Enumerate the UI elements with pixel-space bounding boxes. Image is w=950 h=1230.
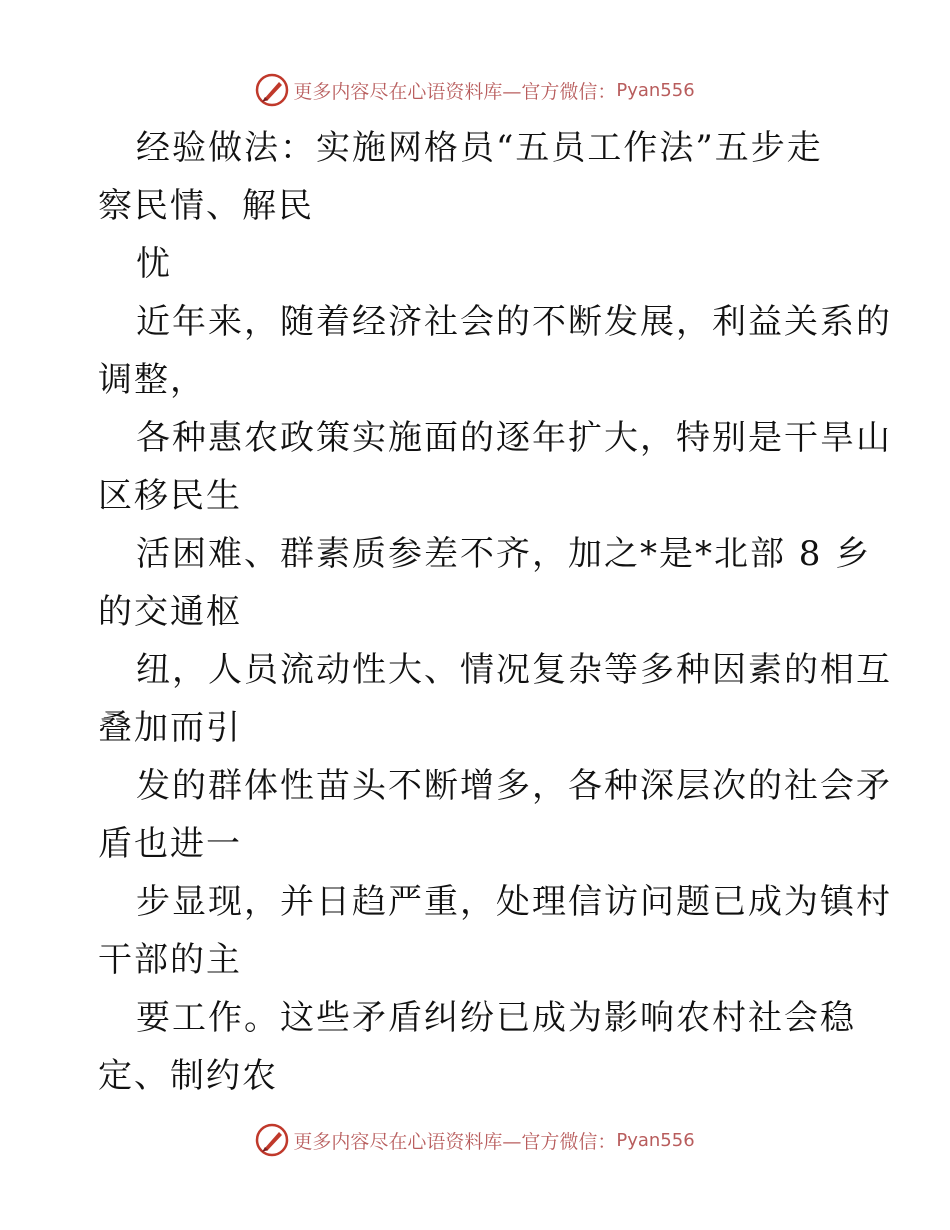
document-title-line: 经验做法：实施网格员“五员工作法”五步走 (136, 128, 823, 168)
watermark-text: 更多内容尽在心语资料库—官方微信： (293, 80, 617, 103)
quill-pen-logo-icon (255, 73, 289, 107)
paragraph-line: 近年来，随着经济社会的不断发展，利益关系的 (136, 302, 892, 342)
quill-pen-logo-icon (255, 1123, 289, 1157)
paragraph-line: 定、制约农 (98, 1056, 278, 1096)
paragraph-line: 盾也进一 (98, 824, 242, 864)
footer-watermark (0, 1122, 950, 1158)
paragraph-line: 干部的主 (98, 940, 242, 980)
paragraph-line: 活困难、群素质参差不齐，加之*是*北部 8 乡 (136, 534, 872, 574)
paragraph-line: 纽，人员流动性大、情况复杂等多种因素的相互 (136, 650, 892, 690)
paragraph-line: 各种惠农政策实施面的逐年扩大，特别是干旱山 (136, 418, 892, 458)
paragraph-line: 发的群体性苗头不断增多，各种深层次的社会矛 (136, 766, 892, 806)
paragraph-line: 叠加而引 (98, 708, 242, 748)
watermark-account: Pyan556 (616, 1129, 695, 1151)
document-title-line: 忧 (136, 244, 172, 284)
paragraph-line: 区移民生 (98, 476, 242, 516)
paragraph-line: 的交通枢 (98, 592, 242, 632)
paragraph-line: 步显现，并日趋严重，处理信访问题已成为镇村 (136, 882, 892, 922)
watermark-account: Pyan556 (616, 79, 695, 101)
watermark-text: 更多内容尽在心语资料库—官方微信： (293, 1130, 617, 1153)
document-title-line: 察民情、解民 (98, 186, 314, 226)
paragraph-line: 要工作。这些矛盾纠纷已成为影响农村社会稳 (136, 998, 856, 1038)
paragraph-line: 调整， (98, 360, 206, 400)
header-watermark (0, 72, 950, 108)
